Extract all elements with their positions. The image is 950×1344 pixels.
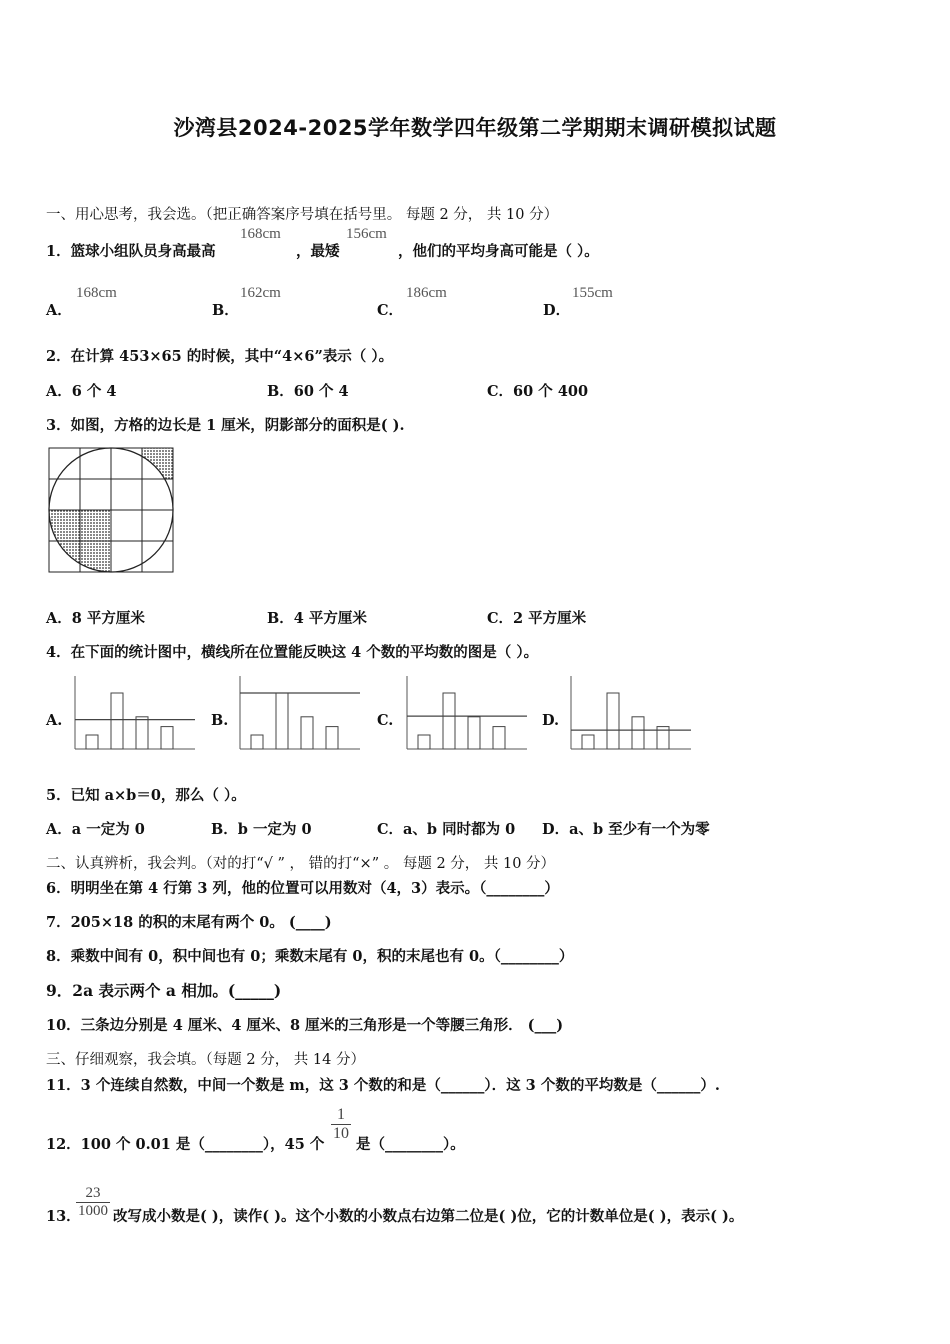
q2-option-c: C．60 个 400: [487, 383, 589, 400]
section-2-heading: 二、认真辨析，我会判。（对的打“√ ” ， 错的打“×” 。 每题 2 分， 共 10 分）: [46, 856, 556, 872]
q4-chart-c: [405, 674, 529, 752]
question-12-part-b: 是（________）。: [356, 1136, 465, 1153]
q5-option-c: C．a、b 同时都为 0: [377, 821, 516, 838]
chart-c-bar-4: [493, 727, 505, 749]
q12-fraction: [331, 1106, 351, 1143]
question-3: 3．如图，方格的边长是 1 厘米，阴影部分的面积是( ).: [46, 417, 405, 434]
section-1-heading: 一、用心思考，我会选。（把正确答案序号填在括号里。 每题 2 分， 共 10 分）: [46, 207, 559, 223]
q5-option-b: B．b 一定为 0: [211, 821, 312, 838]
question-1-max-height: 168cm: [240, 226, 281, 242]
q12-denominator: 10: [333, 1125, 349, 1142]
chart-a-bar-2: [111, 693, 123, 749]
q1-option-b-label: B．: [212, 302, 239, 319]
question-7: 7．205×18 的积的末尾有两个 0。 (____): [46, 914, 332, 931]
q13-denominator: 1000: [78, 1203, 108, 1219]
chart-d-bar-2: [607, 693, 619, 749]
question-2: 2．在计算 453×65 的时候，其中“4×6”表示（ ）。: [46, 348, 394, 365]
q1-option-c-value: 186cm: [406, 285, 447, 301]
chart-c-bar-3: [468, 717, 480, 749]
chart-b-bar-4: [326, 727, 338, 749]
chart-b-bar-2: [276, 693, 288, 749]
chart-b-bar-1: [251, 735, 263, 749]
section-3-heading: 三、仔细观察，我会填。（每题 2 分， 共 14 分）: [46, 1052, 365, 1068]
q5-option-d: D．a、b 至少有一个为零: [542, 821, 710, 838]
q4-chart-b: [238, 674, 362, 752]
q13-fraction: [76, 1185, 110, 1220]
chart-a-bar-1: [86, 735, 98, 749]
chart-d-bar-3: [632, 717, 644, 749]
q4-label-a: A.: [46, 712, 63, 729]
question-10: 10．三条边分别是 4 厘米、4 厘米、8 厘米的三角形是一个等腰三角形． (___): [46, 1017, 564, 1034]
q5-option-a: A．a 一定为 0: [46, 821, 145, 838]
q1-option-b-value: 162cm: [240, 285, 281, 301]
question-5: 5．已知 a×b＝0，那么（ ）。: [46, 787, 246, 804]
q1-option-a-value: 168cm: [76, 285, 117, 301]
chart-a-bar-4: [161, 727, 173, 749]
question-8: 8．乘数中间有 0，积中间也有 0；乘数末尾有 0，积的末尾也有 0。（________）: [46, 948, 574, 965]
question-4: 4．在下面的统计图中，横线所在位置能反映这 4 个数的平均数的图是（ ）。: [46, 644, 539, 661]
q4-chart-a: [73, 674, 197, 752]
q4-label-d: D.: [542, 712, 560, 729]
question-9: 9．2a 表示两个 a 相加。(_____): [46, 981, 282, 1000]
chart-a-bar-3: [136, 717, 148, 749]
chart-c-bar-2: [443, 693, 455, 749]
q1-option-d-label: D．: [543, 302, 571, 319]
q4-label-c: C.: [377, 712, 394, 729]
grid-circle-figure: [48, 447, 176, 575]
chart-d-bar-1: [582, 735, 594, 749]
q13-numerator: 23: [76, 1185, 110, 1203]
q3-option-b: B．4 平方厘米: [267, 610, 367, 627]
chart-c-bar-1: [418, 735, 430, 749]
q1-option-c-label: C．: [377, 302, 404, 319]
q4-chart-d: [569, 674, 693, 752]
q1-option-a-label: A．: [46, 302, 72, 319]
question-12-part-a: 12．100 个 0.01 是（________），45 个: [46, 1136, 325, 1153]
question-13-number: 13．: [46, 1208, 81, 1225]
q1-option-d-value: 155cm: [572, 285, 613, 301]
q3-option-c: C．2 平方厘米: [487, 610, 587, 627]
q2-option-b: B．60 个 4: [267, 383, 349, 400]
question-6: 6．明明坐在第 4 行第 3 列，他的位置可以用数对（4，3）表示。（________）: [46, 880, 559, 897]
q3-option-a: A．8 平方厘米: [46, 610, 145, 627]
question-1-mid: ，最矮: [296, 243, 340, 260]
question-11: 11．3 个连续自然数，中间一个数是 m，这 3 个数的和是（______）．这 3 个数的平均数是（______）.: [46, 1077, 720, 1094]
q4-label-b: B.: [211, 712, 229, 729]
question-1-min-height: 156cm: [346, 226, 387, 242]
chart-b-bar-3: [301, 717, 313, 749]
question-13: 改写成小数是( )，读作( )。这个小数的小数点右边第二位是( )位，它的计数单位是( )，表示( )。: [113, 1208, 744, 1225]
question-1-suffix: ，他们的平均身高可能是（ ）。: [398, 243, 599, 260]
page-title: 沙湾县2024-2025学年数学四年级第二学期期末调研模拟试题: [173, 116, 777, 140]
q12-numerator: 1: [331, 1106, 351, 1125]
question-1-prefix: 1．篮球小组队员身高最高: [46, 243, 216, 260]
q2-option-a: A．6 个 4: [46, 383, 117, 400]
